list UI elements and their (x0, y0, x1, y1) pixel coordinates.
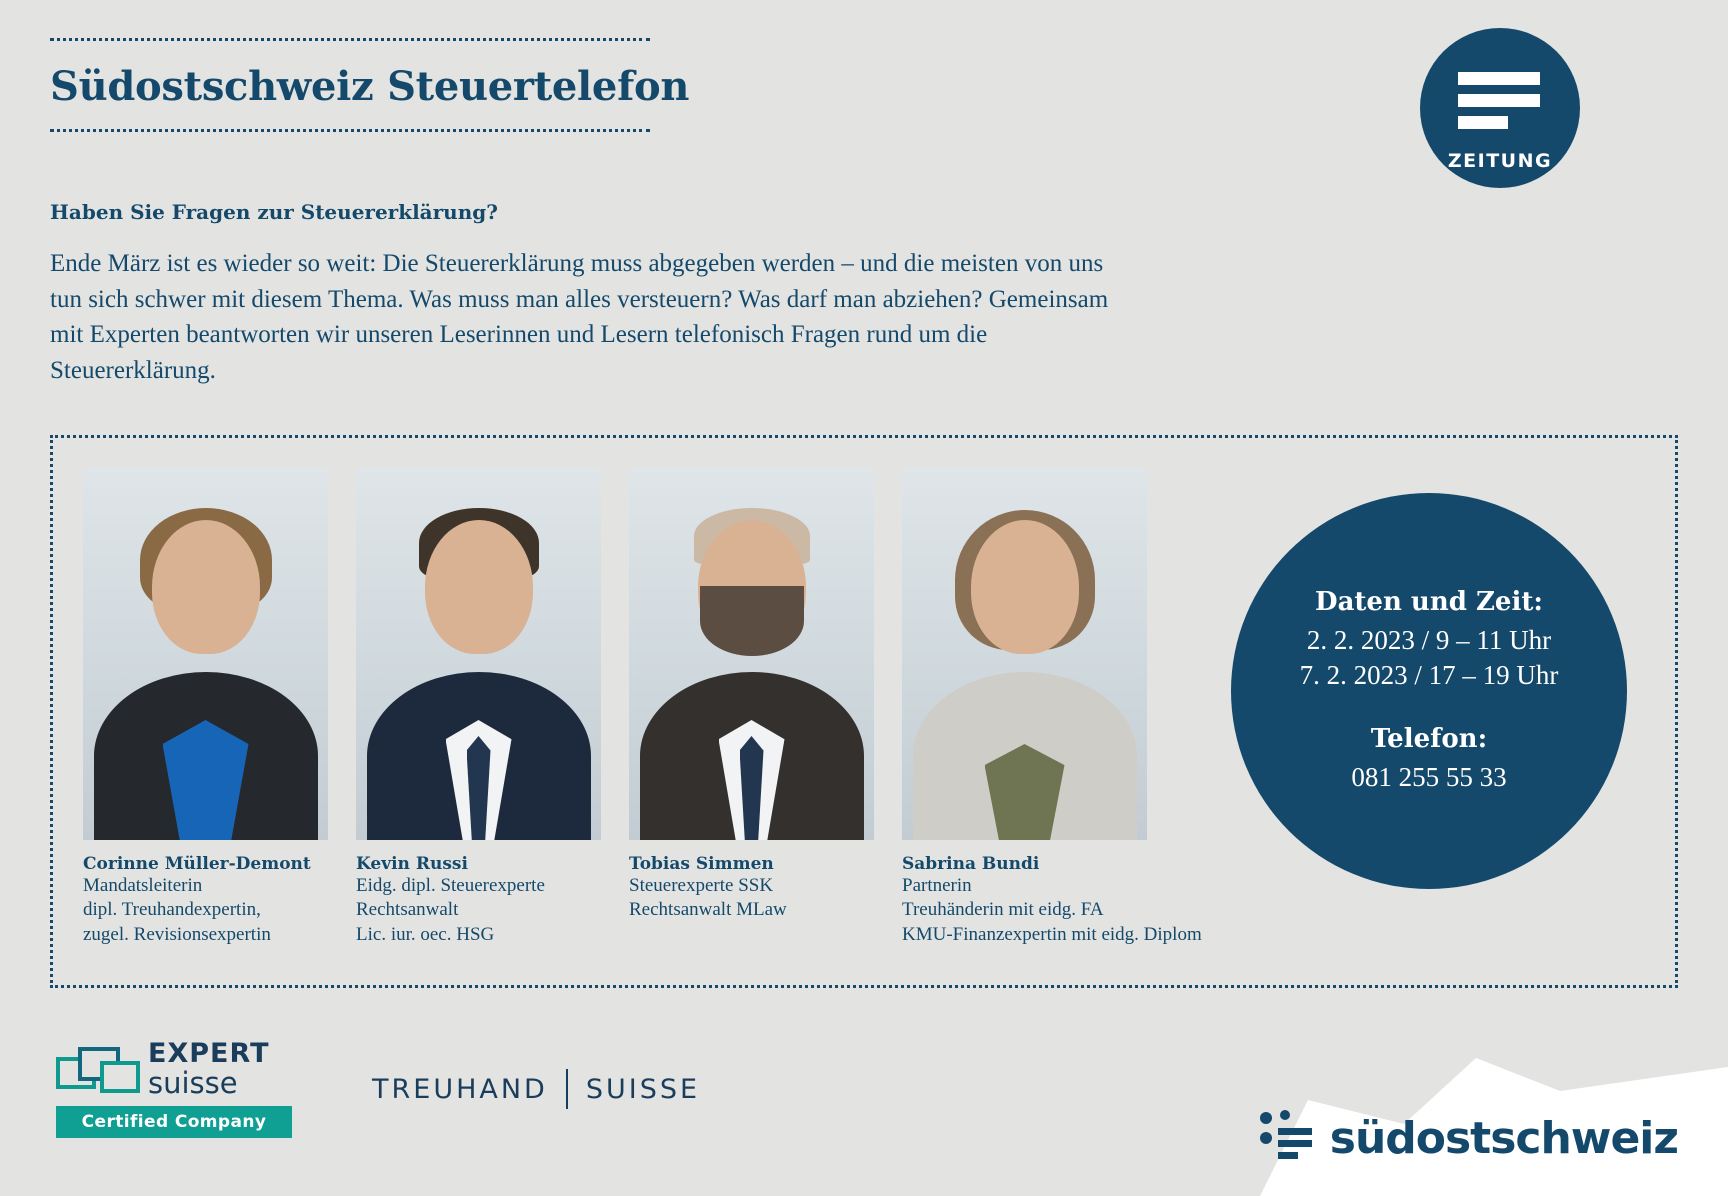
expert-photo (356, 468, 601, 840)
expert-role-line: Steuerexperte SSK (629, 875, 774, 896)
expertsuisse-mark-icon (56, 1045, 136, 1093)
expert-role-line: Mandatsleiterin (83, 875, 203, 896)
expert-card (356, 468, 601, 947)
expert-role-line: Rechtsanwalt (356, 899, 459, 921)
dates-label: Daten und Zeit: (1315, 587, 1543, 618)
experts-list (83, 468, 1202, 947)
treuhand-divider (566, 1069, 568, 1109)
intro-heading: Haben Sie Fragen zur Steuererklärung? (50, 200, 498, 224)
info-circle (1231, 493, 1627, 889)
intro-paragraph: Ende März ist es wieder so weit: Die Steuererklärung muss abgegeben werden – und die meisten von uns tun sich schwer mit diesem Thema. Was muss man alles versteuern? Was darf man abziehen? Gemeinsam mit Experten beantworten wir unseren Leserinnen und Lesern telefonisch Fragen rund um die Steuererklärung. (50, 250, 1109, 384)
treuhand-label: TREUHAND (372, 1073, 548, 1105)
certified-company-badge: Certified Company (56, 1106, 292, 1138)
expert-role-line: Rechtsanwalt MLaw (629, 899, 787, 921)
brand-name: südostschweiz (1329, 1112, 1678, 1164)
expertsuisse-line-2: suisse (148, 1066, 238, 1100)
expert-name: Kevin Russi (356, 854, 468, 874)
zeitung-badge-label: ZEITUNG (1447, 150, 1553, 172)
date-line-2: 7. 2. 2023 / 17 – 19 Uhr (1299, 660, 1559, 691)
expertsuisse-line-1: EXPERT (148, 1038, 270, 1069)
title-block (50, 38, 690, 132)
expert-card (629, 468, 874, 947)
experts-panel (50, 435, 1678, 988)
treuhand-suisse-logo (372, 1069, 700, 1109)
newspaper-bars-icon (1458, 72, 1540, 138)
footer-logos (56, 1040, 700, 1138)
expert-name: Tobias Simmen (629, 854, 774, 874)
phone-number: 081 255 55 33 (1351, 761, 1507, 792)
expertsuisse-logo (56, 1040, 292, 1138)
expert-name: Corinne Müller-Demont (83, 854, 311, 874)
expert-photo (629, 468, 874, 840)
expert-name: Sabrina Bundi (902, 854, 1040, 874)
expert-role-line: zugel. Revisionsexpertin (83, 923, 271, 945)
phone-label: Telefon: (1370, 723, 1488, 754)
expert-role-line: dipl. Treuhandexpertin, (83, 899, 261, 921)
expert-role-line: Eidg. dipl. Steuerexperte (356, 875, 545, 896)
suedostschweiz-mark-icon (1258, 1110, 1314, 1166)
suisse-label: SUISSE (585, 1073, 701, 1105)
expert-role-line: Partnerin (902, 875, 972, 896)
date-line-1: 2. 2. 2023 / 9 – 11 Uhr (1306, 625, 1552, 656)
expert-card (83, 468, 328, 947)
suedostschweiz-brand (1128, 1046, 1728, 1196)
bottom-dotted-rule (50, 129, 650, 132)
expert-photo (902, 468, 1147, 840)
expert-role-line: Treuhänderin mit eidg. FA (902, 899, 1104, 921)
expert-photo (83, 468, 328, 840)
zeitung-badge (1420, 28, 1580, 188)
intro-section (50, 200, 1140, 388)
expert-role-line: Lic. iur. oec. HSG (356, 923, 495, 945)
expert-card (902, 468, 1202, 947)
expert-role-line: KMU-Finanzexpertin mit eidg. Diplom (902, 923, 1202, 945)
page-title: Südostschweiz Steuertelefon (50, 63, 690, 110)
